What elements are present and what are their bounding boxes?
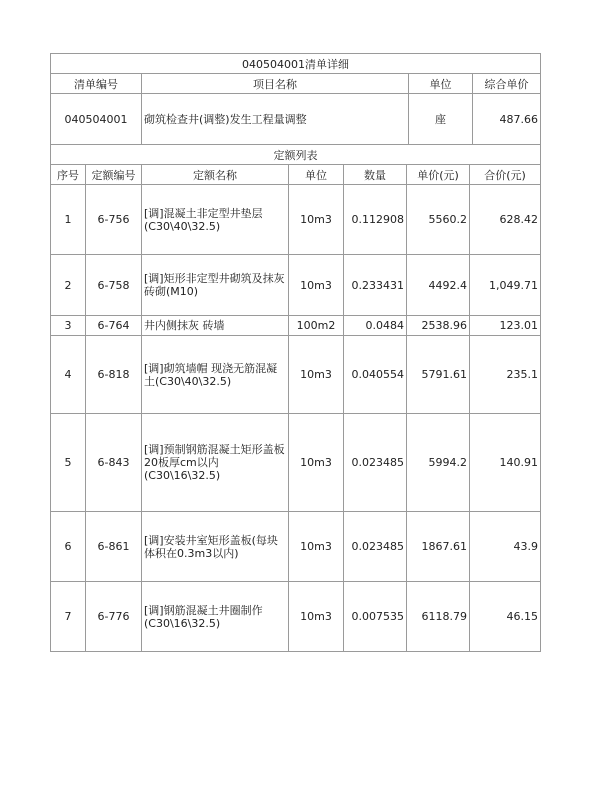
list-item-name: 砌筑检查井(调整)发生工程量调整 [142, 94, 409, 145]
col-header-composite-price: 综合单价 [473, 74, 541, 94]
col-header-unit: 单位 [409, 74, 473, 94]
row-total: 46.15 [470, 582, 541, 652]
row-quota-name: 井内侧抹灰 砖墙 [142, 316, 289, 336]
row-unit: 10m3 [289, 414, 344, 512]
row-quota-name: [调]钢筋混凝土井圈制作(C30\16\32.5) [142, 582, 289, 652]
row-quota-name: [调]预制钢筋混凝土矩形盖板20板厚cm以内(C30\16\32.5) [142, 414, 289, 512]
row-total: 1,049.71 [470, 255, 541, 316]
row-quota-code: 6-818 [86, 336, 142, 414]
col-header-quantity: 数量 [344, 165, 407, 185]
row-unit: 10m3 [289, 255, 344, 316]
list-item-price: 487.66 [473, 94, 541, 145]
col-header-seq: 序号 [51, 165, 86, 185]
col-header-item-name: 项目名称 [142, 74, 409, 94]
table-row [51, 336, 541, 414]
list-item-row [51, 94, 541, 145]
row-total: 123.01 [470, 316, 541, 336]
row-unit: 10m3 [289, 336, 344, 414]
row-quota-code: 6-758 [86, 255, 142, 316]
row-unit-price: 1867.61 [407, 512, 470, 582]
document-page [50, 53, 540, 652]
row-quantity: 0.112908 [344, 185, 407, 255]
table-row [51, 414, 541, 512]
row-quantity: 0.023485 [344, 414, 407, 512]
row-unit-price: 5560.2 [407, 185, 470, 255]
row-quantity: 0.023485 [344, 512, 407, 582]
table-row [51, 512, 541, 582]
table-title: 040504001清单详细 [51, 54, 541, 74]
row-quota-code: 6-843 [86, 414, 142, 512]
row-total: 628.42 [470, 185, 541, 255]
row-seq: 4 [51, 336, 86, 414]
row-quota-code: 6-764 [86, 316, 142, 336]
row-quota-name: [调]砌筑墙帽 现浇无筋混凝土(C30\40\32.5) [142, 336, 289, 414]
row-unit-price: 6118.79 [407, 582, 470, 652]
list-table [50, 53, 541, 145]
row-quota-code: 6-756 [86, 185, 142, 255]
row-unit: 10m3 [289, 582, 344, 652]
row-quota-name: [调]矩形非定型井砌筑及抹灰 砖砌(M10) [142, 255, 289, 316]
row-unit-price: 5994.2 [407, 414, 470, 512]
table-row [51, 185, 541, 255]
row-seq: 5 [51, 414, 86, 512]
row-seq: 6 [51, 512, 86, 582]
row-total: 235.1 [470, 336, 541, 414]
row-quota-name: [调]安装井室矩形盖板(每块体积在0.3m3以内) [142, 512, 289, 582]
row-unit-price: 4492.4 [407, 255, 470, 316]
row-total: 43.9 [470, 512, 541, 582]
row-unit-price: 2538.96 [407, 316, 470, 336]
row-quantity: 0.0484 [344, 316, 407, 336]
row-unit: 100m2 [289, 316, 344, 336]
col-header-list-code: 清单编号 [51, 74, 142, 94]
list-item-code: 040504001 [51, 94, 142, 145]
table-row [51, 316, 541, 336]
table-row [51, 255, 541, 316]
col-header-quota-code: 定额编号 [86, 165, 142, 185]
row-seq: 3 [51, 316, 86, 336]
row-unit: 10m3 [289, 512, 344, 582]
row-seq: 7 [51, 582, 86, 652]
row-quota-name: [调]混凝土非定型井垫层(C30\40\32.5) [142, 185, 289, 255]
row-unit: 10m3 [289, 185, 344, 255]
row-seq: 1 [51, 185, 86, 255]
list-item-unit: 座 [409, 94, 473, 145]
quota-table [50, 145, 541, 652]
row-unit-price: 5791.61 [407, 336, 470, 414]
row-quantity: 0.007535 [344, 582, 407, 652]
col-header-quota-name: 定额名称 [142, 165, 289, 185]
row-quantity: 0.040554 [344, 336, 407, 414]
row-quota-code: 6-776 [86, 582, 142, 652]
row-total: 140.91 [470, 414, 541, 512]
col-header-total: 合价(元) [470, 165, 541, 185]
row-quota-code: 6-861 [86, 512, 142, 582]
row-seq: 2 [51, 255, 86, 316]
col-header-unit: 单位 [289, 165, 344, 185]
table-row [51, 582, 541, 652]
row-quantity: 0.233431 [344, 255, 407, 316]
col-header-unit-price: 单价(元) [407, 165, 470, 185]
quota-list-title: 定额列表 [51, 145, 541, 165]
